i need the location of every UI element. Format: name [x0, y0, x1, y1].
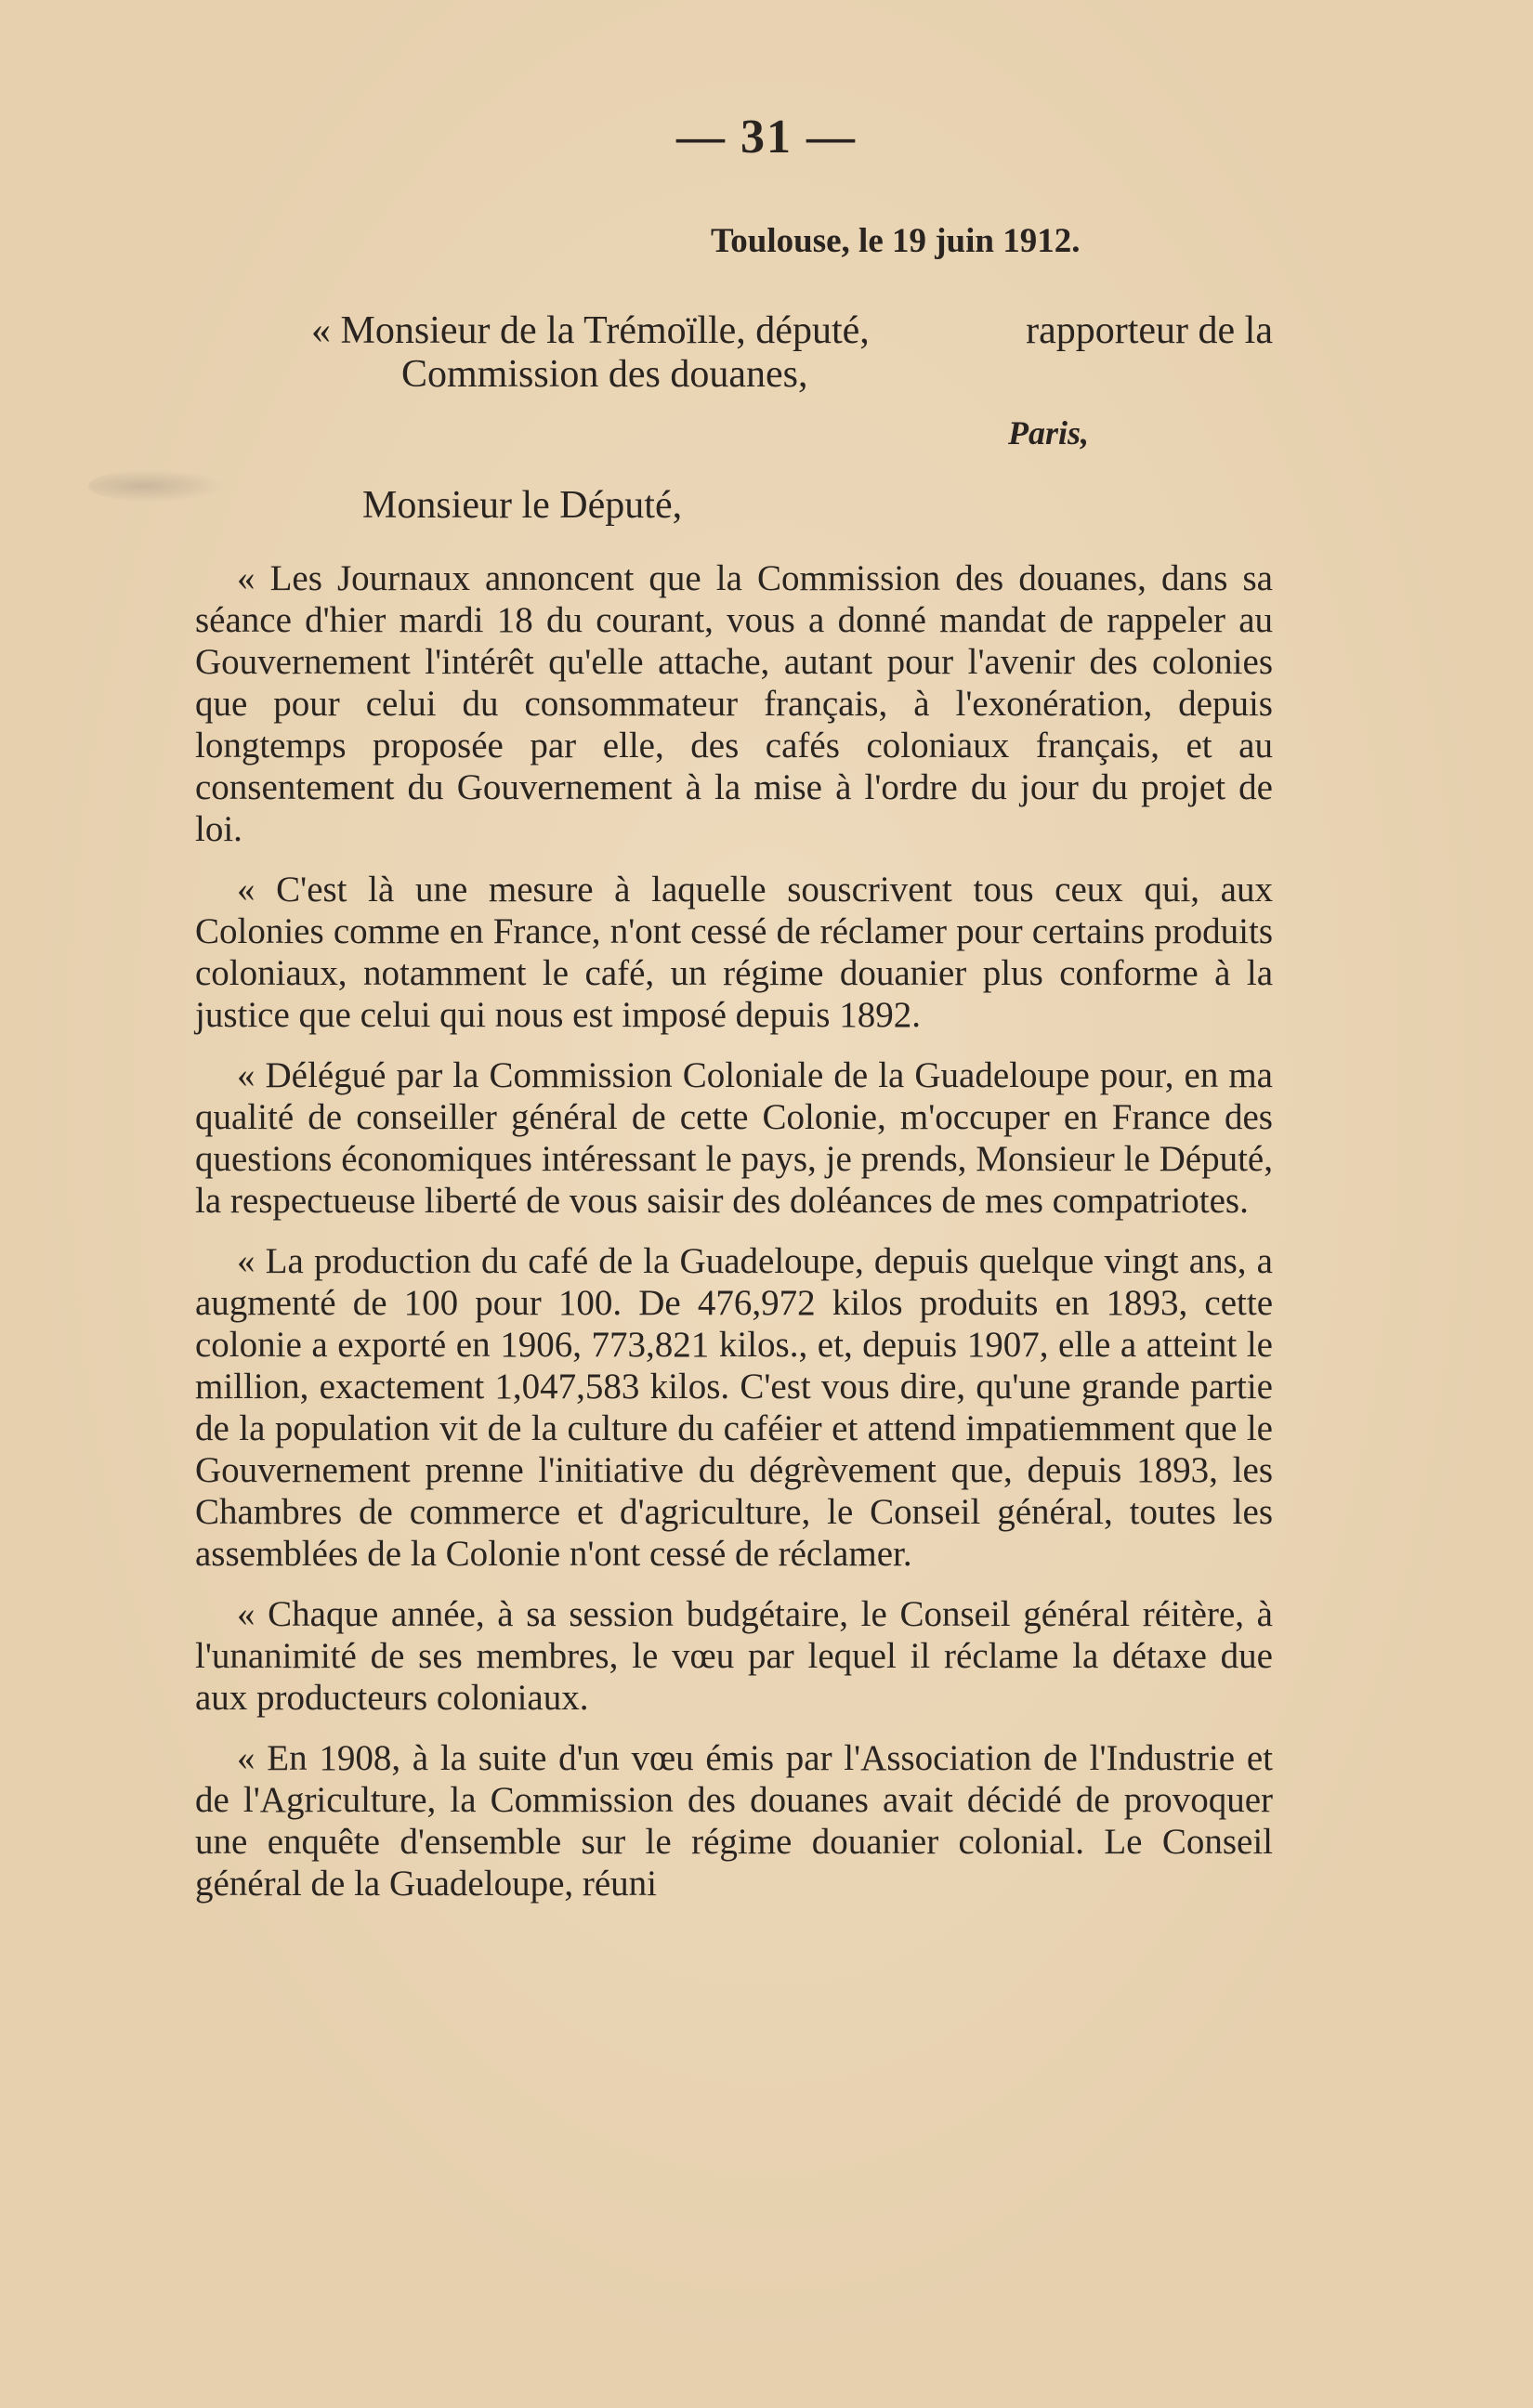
- letter-body: [195, 557, 1273, 1923]
- address-line-2: Commission des douanes,: [401, 353, 808, 396]
- paragraph: « C'est là une mesure à laquelle souscrivent tous ceux qui, aux Colonies comme en France, n'ont cessé de réclamer pour certains produits coloniaux, notamment le café, un régime douanier plus conforme à la justice que celui qui nous est imposé depuis 1892.: [195, 870, 1273, 1035]
- paragraph: « Délégué par la Commission Coloniale de la Guadeloupe pour, en ma qualité de conseiller général de cette Colonie, m'occuper en France des questions économiques intéressant le pays, je prends, Monsieur le Député, la respectueuse liberté de vous saisir des doléances de mes compatriotes.: [195, 1055, 1273, 1221]
- paragraph: « Chaque année, à sa session budgétaire, le Conseil général réitère, à l'unanimité de ses membres, le vœu par lequel il réclame la détaxe due aux producteurs coloniaux.: [195, 1594, 1273, 1718]
- address-line-1: [311, 309, 1273, 353]
- address-line-1-right: rapporteur de la: [1026, 309, 1273, 352]
- paragraph: « En 1908, à la suite d'un vœu émis par l'Association de l'Industrie et de l'Agriculture, la Commission des douanes avait décidé de provoquer une enquête d'ensemble sur le régime douanier colonial. Le Conseil général de la Guadeloupe, réuni: [195, 1738, 1273, 1904]
- address-city: Paris,: [1008, 414, 1090, 452]
- letter-address: [311, 309, 1273, 397]
- letter-salutation: Monsieur le Député,: [362, 484, 683, 527]
- paragraph: « Les Journaux annoncent que la Commission des douanes, dans sa séance d'hier mardi 18 du courant, vous a donné mandat de rappeler au Gouvernement l'intérêt qu'elle attache, autant pour l'avenir des colonies que pour celui du consommateur français, à l'exonération, depuis longtemps proposée par elle, des cafés coloniaux français, et au consentement du Gouvernement à la mise à l'ordre du jour du projet de loi.: [195, 558, 1273, 849]
- letter-dateline: Toulouse, le 19 juin 1912.: [711, 222, 1081, 260]
- page-number: — 31 —: [676, 111, 857, 164]
- paragraph: « La production du café de la Guadeloupe, depuis quelque vingt ans, a augmenté de 100 pour 100. De 476,972 kilos produits en 1893, cette colonie a exporté en 1906, 773,821 kilos., et, depuis 1907, elle a atteint le million, exactement 1,047,583 kilos. C'est vous dire, qu'une grande partie de la population vit de la culture du caféier et attend impatiemment que le Gouvernement prenne l'initiative du dégrèvement que, depuis 1893, les Chambres de commerce et d'agriculture, le Conseil général, toutes les assemblées de la Colonie n'ont cessé de réclamer.: [195, 1241, 1273, 1574]
- address-line-1-left: « Monsieur de la Trémoïlle, député,: [311, 309, 870, 352]
- paper-stain: [88, 469, 228, 503]
